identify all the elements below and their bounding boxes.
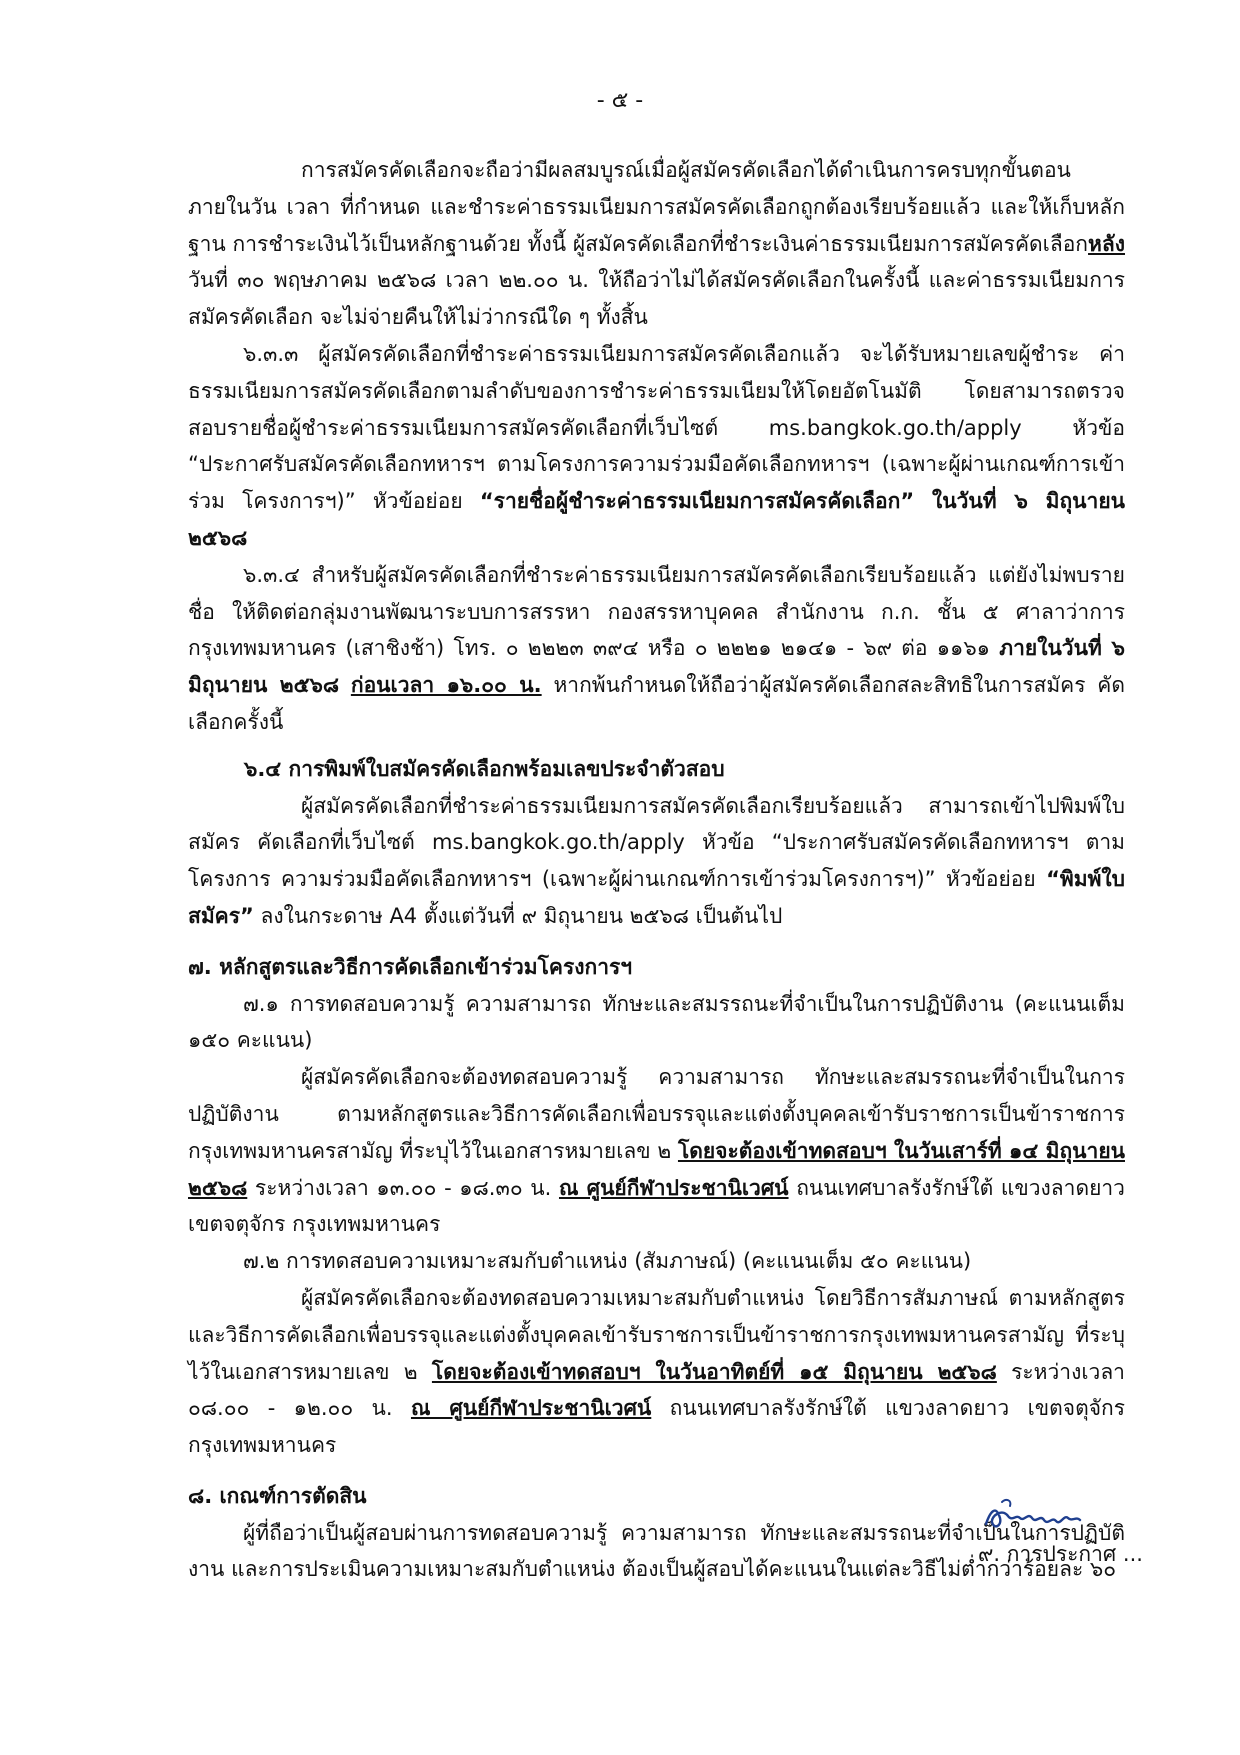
emphasis-test-date: โดยจะต้องเข้าทดสอบฯ ในวันเสาร์ที่ ๑๔ มิถุนายน ๒๕๖๘ [188, 1138, 1125, 1200]
emphasis-print-application: “พิมพ์ใบสมัคร” [188, 867, 1125, 928]
emphasis-payer-list: “รายชื่อผู้ชำระค่าธรรมเนียมการสมัครคัดเลือก” ในวันที่ ๖ มิถุนายน ๒๕๖๘ [188, 489, 1125, 550]
paragraph-criteria: ผู้ที่ถือว่าเป็นผู้สอบผ่านการทดสอบความรู้ ความสามารถ ทักษะและสมรรถนะที่จำเป็นในการปฏิบัติงาน และการประเมินความเหมาะสมกับตำแหน่ง ต้องเป็นผู้สอบได้คะแนนในแต่ละวิธีไม่ต่ำกว่าร้อยละ ๖๐ [188, 1520, 1125, 1582]
page-number: - ๕ - [596, 88, 644, 113]
paragraph-text: การสมัครคัดเลือกจะถือว่ามีผลสมบูรณ์เมื่อผู้สมัครคัดเลือกได้ดำเนินการครบทุกขั้นตอน ภายในวัน เวลา ที่กำหนด และชำระค่าธรรมเนียมการสมัครคัดเลือกถูกต้องเรียบร้อยแล้ว และให้เก็บหลักฐาน การชำระเงินไว้เป็นหลักฐานด้วย ทั้งนี้ ผู้สมัครคัดเลือกที่ชำระเงินค่าธรรมเนียมการสมัครคัดเลือก [188, 158, 1125, 256]
paragraph-text: ระหว่างเวลา ๐๘.๐๐ - ๑๒.๐๐ น. [188, 1359, 1125, 1421]
heading-section-7: ๗. หลักสูตรและวิธีการคัดเลือกเข้าร่วมโครงการฯ [188, 954, 633, 979]
paragraph-text: ๖.๓.๓ ผู้สมัครคัดเลือกที่ชำระค่าธรรมเนียมการสมัครคัดเลือกแล้ว จะได้รับหมายเลขผู้ชำระ ค่าธรรมเนียมการสมัครคัดเลือกตามลำดับของการชำระค่าธรรมเนียมให้โดยอัตโนมัติ โดยสามารถตรวจสอบรายชื่อผู้ชำระค่าธรรมเนียมการสมัครคัดเลือกที่เว็บไซต์ ms.bangkok.go.th/apply หัวข้อ “ประกาศรับสมัครคัดเลือกทหารฯ ตามโครงการความร่วมมือคัดเลือกทหารฯ (เฉพาะผู้ผ่านเกณฑ์การเข้าร่วม โครงการฯ)” หัวข้อย่อย [188, 341, 1125, 514]
paragraph-text: ลงในกระดาษ A4 ตั้งแต่วันที่ ๙ มิถุนายน ๒๕๖๘ เป็นต้นไป [260, 903, 783, 928]
paragraph-6-3-4 [188, 557, 1125, 741]
paragraph-6-3-3 [188, 336, 1125, 557]
paragraph-knowledge-test [188, 1059, 1125, 1243]
paragraph-text: ถนนเทศบาลรังรักษ์ใต้ แขวงลาดยาว เขตจตุจักร กรุงเทพมหานคร [188, 1396, 1126, 1458]
paragraph-text: ผู้สมัครคัดเลือกที่ชำระค่าธรรมเนียมการสมัครคัดเลือกเรียบร้อยแล้ว สามารถเข้าไปพิมพ์ใบสมัคร คัดเลือกที่เว็บไซต์ ms.bangkok.go.th/apply หัวข้อ “ประกาศรับสมัครคัดเลือกทหารฯ ตามโครงการ ความร่วมมือคัดเลือกทหารฯ (เฉพาะผู้ผ่านเกณฑ์การเข้าร่วมโครงการฯ)” หัวข้อย่อย [188, 793, 1125, 892]
paragraph-print-application [188, 788, 1125, 935]
paragraph-text: ผู้สมัครคัดเลือกจะต้องทดสอบความเหมาะสมกับตำแหน่ง โดยวิธีการสัมภาษณ์ ตามหลักสูตรและวิธีการคัดเลือกเพื่อบรรจุและแต่งตั้งบุคคลเข้ารับราชการเป็นข้าราชการกรุงเทพมหานครสามัญ ที่ระบุไว้ในเอกสารหมายเลข ๒ [188, 1285, 1125, 1384]
emphasis-interview-venue: ณ ศูนย์กีฬาประชานิเวศน์ [410, 1396, 652, 1421]
heading-section-8: ๘. เกณฑ์การตัดสิน [188, 1483, 367, 1508]
paragraph-text: ผู้สมัครคัดเลือกจะต้องทดสอบความรู้ ความสามารถ ทักษะและสมรรถนะที่จำเป็นในการปฏิบัติงาน ตามหลักสูตรและวิธีการคัดเลือกเพื่อบรรจุและแต่งตั้งบุคคลเข้ารับราชการเป็นข้าราชการกรุงเทพมหานครสามัญ ที่ระบุไว้ในเอกสารหมายเลข ๒ [188, 1065, 1125, 1163]
paragraph-text: ถนนเทศบาลรังรักษ์ใต้ แขวงลาดยาว เขตจตุจักร กรุงเทพมหานคร [188, 1175, 1125, 1237]
paragraph-text: วันที่ ๓๐ พฤษภาคม ๒๕๖๘ เวลา ๒๒.๐๐ น. ให้ถือว่าไม่ได้สมัครคัดเลือกในครั้งนี้ และค่าธรรมเนียมการสมัครคัดเลือก จะไม่จ่ายคืนให้ไม่ว่ากรณีใด ๆ ทั้งสิ้น [188, 268, 1125, 330]
paragraph-7-1: ๗.๑ การทดสอบความรู้ ความสามารถ ทักษะและสมรรถนะที่จำเป็นในการปฏิบัติงาน (คะแนนเต็ม ๑๕๐ คะแนน) [188, 991, 1125, 1053]
document-body [188, 152, 1125, 1588]
paragraph-text: ระหว่างเวลา ๑๓.๐๐ - ๑๘.๓๐ น. [254, 1175, 552, 1200]
signature-mark [982, 1494, 1084, 1536]
emphasis-deadline-time: ก่อนเวลา ๑๖.๐๐ น. [350, 673, 542, 698]
emphasis-deadline-date: ภายในวันที่ ๖ มิถุนายน ๒๕๖๘ [188, 636, 1125, 698]
paragraph-text: ๖.๓.๔ สำหรับผู้สมัครคัดเลือกที่ชำระค่าธรรมเนียมการสมัครคัดเลือกเรียบร้อยแล้ว แต่ยังไม่พบรายชื่อ ให้ติดต่อกลุ่มงานพัฒนาระบบการสรรหา กองสรรหาบุคคล สำนักงาน ก.ก. ชั้น ๕ ศาลาว่าการกรุงเทพมหานคร (เสาชิงช้า) โทร. ๐ ๒๒๒๓ ๓๙๔ หรือ ๐ ๒๒๒๑ ๒๑๔๑ - ๖๙ ต่อ ๑๑๖๑ [188, 562, 1125, 661]
paragraph-7-2: ๗.๒ การทดสอบความเหมาะสมกับตำแหน่ง (สัมภาษณ์) (คะแนนเต็ม ๕๐ คะแนน) [243, 1249, 972, 1274]
emphasis-interview-date: โดยจะต้องเข้าทดสอบฯ ในวันอาทิตย์ที่ ๑๕ มิถุนายน ๒๕๖๘ [431, 1359, 997, 1384]
paragraph-application-complete [188, 152, 1125, 336]
next-page-reference: ๙. การประกาศ ... [978, 1542, 1143, 1566]
paragraph-text: หากพ้นกำหนดให้ถือว่าผู้สมัครคัดเลือกสละสิทธิในการสมัคร คัดเลือกครั้งนี้ [188, 673, 1125, 734]
emphasis-after: หลัง [1088, 231, 1125, 256]
paragraph-interview-test [188, 1280, 1125, 1464]
heading-6-4: ๖.๔ การพิมพ์ใบสมัครคัดเลือกพร้อมเลขประจำตัวสอบ [244, 756, 725, 781]
emphasis-test-venue: ณ ศูนย์กีฬาประชานิเวศน์ [558, 1175, 789, 1200]
